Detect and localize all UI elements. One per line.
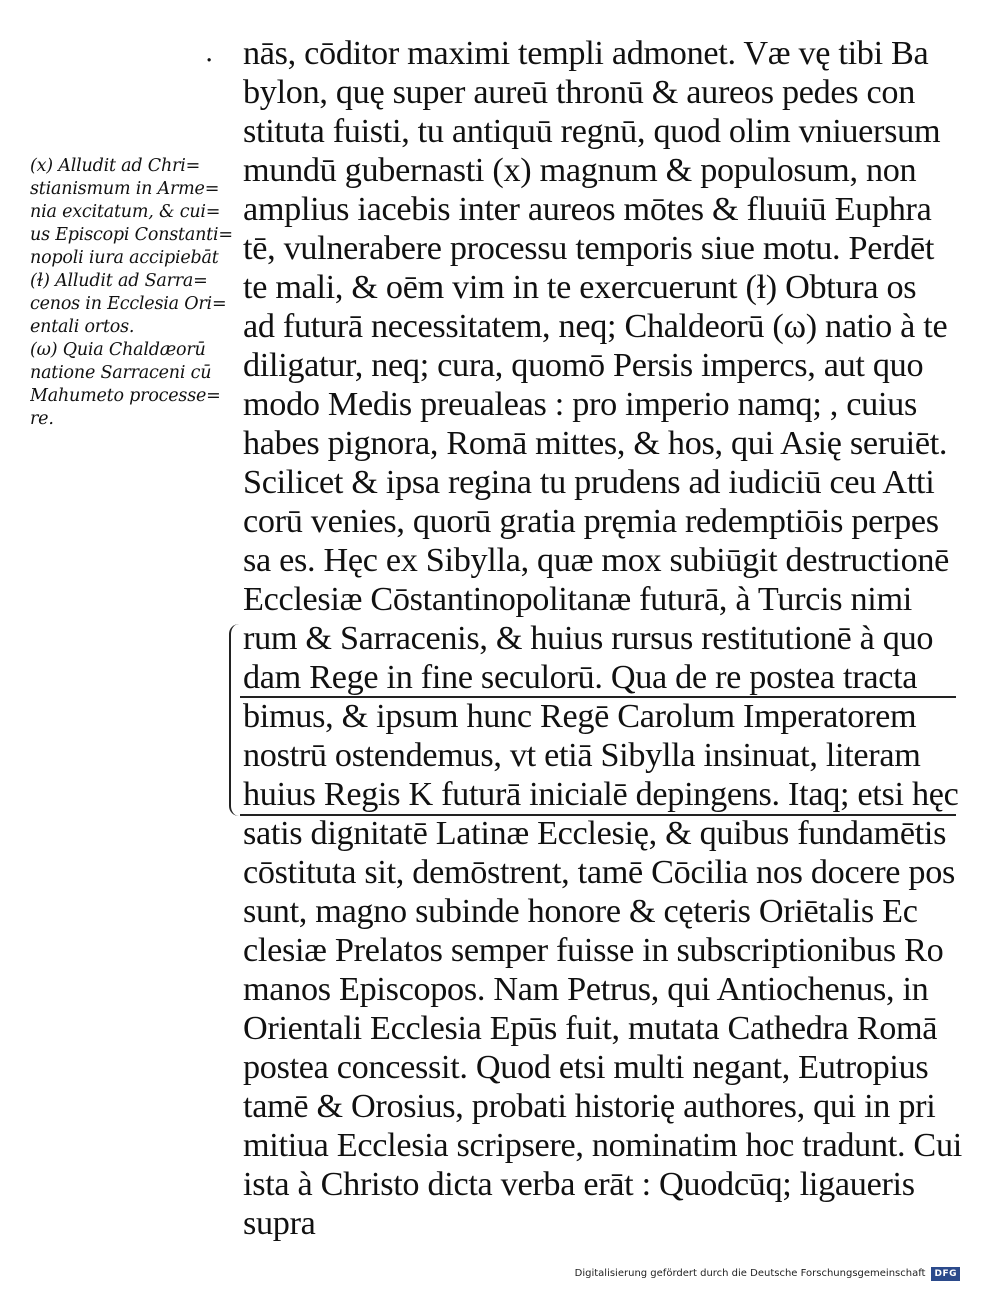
margin-note-line: (ɫ) Alludit ad Sarra= [30, 271, 208, 291]
handwritten-underline [240, 814, 956, 816]
text-line: Orientali Ecclesia Epūs fuit, mutata Cathedra Romā [243, 1010, 938, 1047]
text-line: nās, cōditor maximi templi admonet. Væ vę tibi Ba [243, 35, 929, 72]
handwritten-bracket [229, 624, 243, 816]
margin-note-line: entali ortos. [30, 317, 135, 337]
text-line: bylon, quę super aureū thronū & aureos pedes con [243, 74, 916, 111]
text-line: Scilicet & ipsa regina tu prudens ad iudiciū ceu Atti [243, 464, 935, 501]
text-line: tē, vulnerabere processu temporis siue motu. Perdēt [243, 230, 935, 267]
text-line: habes pignora, Romā mittes, & hos, qui Asię seruiēt. [243, 425, 948, 462]
text-line: manos Episcopos. Nam Petrus, qui Antiochenus, in [243, 971, 929, 1008]
text-line: rum & Sarracenis, & huius rursus restitutionē à quo [243, 620, 934, 657]
text-line: te mali, & oēm vim in te exercuerunt (ɫ) Obtura os [243, 269, 917, 306]
text-line: satis dignitatē Latinæ Ecclesię, & quibus fundamētis [243, 815, 947, 852]
margin-note-line: us Episcopi Constanti= [30, 225, 233, 245]
text-line: bimus, & ipsum hunc Regē Carolum Imperatorem [243, 698, 917, 735]
text-line: supra [243, 1205, 316, 1242]
text-line: stituta fuisti, tu antiquū regnū, quod olim vniuersum [243, 113, 941, 150]
text-line: ad futurā necessitatem, neq; Chaldeorū (ω) natio à te [243, 308, 948, 345]
text-line: amplius iacebis inter aureos mōtes & fluuiū Euphra [243, 191, 932, 228]
text-line: mundū gubernasti (x) magnum & populosum, non [243, 152, 917, 189]
text-line: postea concessit. Quod etsi multi negant, Eutropius [243, 1049, 929, 1086]
text-line: cōstituta sit, demōstrent, tamē Cōcilia nos docere pos [243, 854, 956, 891]
margin-note-line: cenos in Ecclesia Ori= [30, 294, 227, 314]
main-text-column [243, 34, 963, 1243]
footer-text: Digitalisierung gefördert durch die Deutsche Forschungsgemeinschaft [574, 1268, 926, 1279]
text-line: nostrū ostendemus, vt etiā Sibylla insinuat, literam [243, 737, 921, 774]
margin-note-line: re. [30, 409, 54, 429]
margin-note-line: (ω) Quia Chaldæorū [30, 340, 206, 360]
text-line: tamē & Orosius, probati historię authores, qui in pri [243, 1088, 936, 1125]
text-line: corū venies, quorū gratia pręmia redemptiōis perpes [243, 503, 939, 540]
margin-note-line: Mahumeto processe= [30, 386, 221, 406]
text-line: dam Rege in fine seculorū. Qua de re postea tracta [243, 659, 918, 696]
text-line: modo Medis preualeas : pro imperio namq; , cuius [243, 386, 917, 423]
page-mark: . [205, 38, 214, 68]
text-line: ista à Christo dicta verba erāt : Quodcūq; ligaueris [243, 1166, 915, 1203]
footer-credit [575, 1267, 960, 1281]
text-line: sa es. Hęc ex Sibylla, quæ mox subiūgit destructionē [243, 542, 950, 579]
text-line: diligatur, neq; cura, quomō Persis impercs, aut quo [243, 347, 924, 384]
margin-notes [30, 155, 235, 431]
margin-note-line: (x) Alludit ad Chri= [30, 156, 201, 176]
text-line: sunt, magno subinde honore & cęteris Oriētalis Ec [243, 893, 918, 930]
handwritten-underline [240, 696, 956, 698]
margin-note-line: nopoli iura accipiebāt [30, 248, 219, 268]
margin-note-line: nia excitatum, & cui= [30, 202, 221, 222]
margin-note-line: natione Sarraceni cū [30, 363, 212, 383]
text-line: mitiua Ecclesia scripsere, nominatim hoc tradunt. Cui [243, 1127, 962, 1164]
text-line: Ecclesiæ Cōstantinopolitanæ futurā, à Turcis nimi [243, 581, 912, 618]
margin-note-line: stianismum in Arme= [30, 179, 220, 199]
text-line: huius Regis K futurā inicialē depingens. Itaq; etsi hęc [243, 776, 959, 813]
dfg-logo: DFG [931, 1267, 960, 1281]
text-line: clesiæ Prelatos semper fuisse in subscriptionibus Ro [243, 932, 944, 969]
